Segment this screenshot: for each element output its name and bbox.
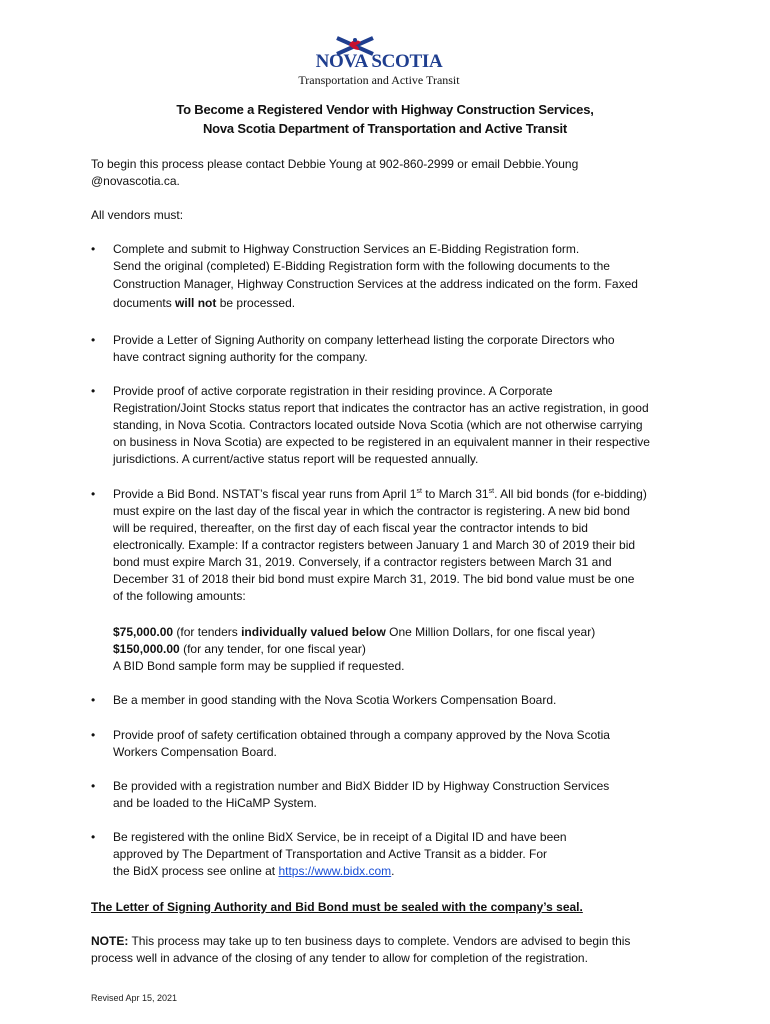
bullet-icon: • xyxy=(91,779,96,793)
item-line: and be loaded to the HiCaMP System. xyxy=(113,796,317,810)
bullet-icon: • xyxy=(91,333,96,347)
revision-footer: Revised Apr 15, 2021 xyxy=(91,993,178,1003)
item-line: jurisdictions. A current/active status report will be requested annually. xyxy=(113,452,479,466)
all-vendors-heading: All vendors must: xyxy=(91,208,184,222)
list-item-bidx-id xyxy=(113,778,685,812)
item-line: standing, in Nova Scotia. Contractors located outside Nova Scotia (which are not otherwise carrying xyxy=(113,418,643,432)
nova-scotia-logo xyxy=(293,36,465,88)
list-item-wcb xyxy=(113,692,685,709)
contact-line-2: @novascotia.ca. xyxy=(91,174,180,188)
amount-line-2: $150,000.00 (for any tender, for one fiscal year) xyxy=(113,642,366,656)
item-line: Workers Compensation Board. xyxy=(113,745,277,759)
item-line: documents will not be processed. xyxy=(113,296,296,310)
note-line-1: NOTE: This process may take up to ten business days to complete. Vendors are advised to begin this xyxy=(91,934,631,948)
list-item-bidx-service xyxy=(113,829,685,880)
item-line: Send the original (completed) E-Bidding Registration form with the following documents to the xyxy=(113,259,610,273)
page-title xyxy=(60,100,710,138)
bullet-icon: • xyxy=(91,487,96,501)
bullet-icon: • xyxy=(91,693,96,707)
bid-bond-amounts xyxy=(113,624,685,675)
item-line: of the following amounts: xyxy=(113,589,246,603)
item-line: Be provided with a registration number and BidX Bidder ID by Highway Construction Services xyxy=(113,779,610,793)
note-label: NOTE: xyxy=(91,934,129,948)
bullet-icon: • xyxy=(91,384,96,398)
item-line: Be a member in good standing with the Nova Scotia Workers Compensation Board. xyxy=(113,693,557,707)
item-line: Construction Manager, Highway Construction Services at the address indicated on the form. Faxed xyxy=(113,277,638,291)
item-line: Registration/Joint Stocks status report that indicates the contractor has an active registration, in good xyxy=(113,401,649,415)
bullet-icon: • xyxy=(91,830,96,844)
sample-form-note: A BID Bond sample form may be supplied if requested. xyxy=(113,659,405,673)
title-line-1: To Become a Registered Vendor with Highway Construction Services, xyxy=(176,102,594,117)
item-line: electronically. Example: If a contractor registers between January 1 and March 30 of 2019 their bid xyxy=(113,538,636,552)
item-line: Provide a Bid Bond. NSTAT’s fiscal year runs from April 1st to March 31st. All bid bonds (for e-bidding) xyxy=(113,487,647,501)
list-item-safety xyxy=(113,727,685,761)
list-item-signing-authority xyxy=(113,332,685,366)
item-line: Provide proof of active corporate registration in their residing province. A Corporate xyxy=(113,384,553,398)
list-item-bid-bond xyxy=(113,486,685,605)
amount-150000: $150,000.00 xyxy=(113,642,180,656)
note-line-2: process well in advance of the closing of any tender to allow for completion of the registration. xyxy=(91,951,588,965)
bullet-icon: • xyxy=(91,242,96,256)
contact-paragraph xyxy=(91,156,691,190)
contact-line-1: To begin this process please contact Debbie Young at 902-860-2999 or email Debbie.Young xyxy=(91,157,579,171)
amount-line-1: $75,000.00 (for tenders individually valued below One Million Dollars, for one fiscal year) xyxy=(113,625,596,639)
item-line: approved by The Department of Transportation and Active Transit as a bidder. For xyxy=(113,847,548,861)
logo-wordmark: NOVA SCOTIA xyxy=(315,51,443,72)
bidx-link[interactable]: https://www.bidx.com xyxy=(278,864,392,878)
item-line: Provide a Letter of Signing Authority on company letterhead listing the corporate Directors who xyxy=(113,333,615,347)
item-line: Provide proof of safety certification obtained through a company approved by the Nova Scotia xyxy=(113,728,610,742)
title-line-2: Nova Scotia Department of Transportation and Active Transit xyxy=(202,121,568,136)
logo-subtitle: Transportation and Active Transit xyxy=(298,73,460,87)
item-line: will be required, thereafter, on the first day of each fiscal year the contractor intends to bid xyxy=(113,521,588,535)
list-item-ebidding xyxy=(113,241,685,313)
item-line: Complete and submit to Highway Construction Services an E-Bidding Registration form. xyxy=(113,242,580,256)
item-line: Be registered with the online BidX Service, be in receipt of a Digital ID and have been xyxy=(113,830,567,844)
item-line: have contract signing authority for the company. xyxy=(113,350,368,364)
seal-notice: The Letter of Signing Authority and Bid Bond must be sealed with the company’s seal. xyxy=(91,900,583,914)
emphasis-will-not: will not xyxy=(175,296,217,310)
item-line: on business in Nova Scotia) are expected to be registered in an equivalent manner in their respective xyxy=(113,435,650,449)
note-paragraph xyxy=(91,933,691,967)
list-item-corporate-registration xyxy=(113,383,685,468)
item-line: bond must expire March 31, 2019. Conversely, if a contractor registers between March 31 and xyxy=(113,555,612,569)
bullet-icon: • xyxy=(91,728,96,742)
item-line: the BidX process see online at https://www.bidx.com. xyxy=(113,864,395,878)
item-line: must expire on the last day of the fiscal year in which the contractor is registering. A new bid bond xyxy=(113,504,630,518)
item-line: December 31 of 2018 their bid bond must expire March 31, 2019. The bid bond value must be one xyxy=(113,572,635,586)
amount-75000: $75,000.00 xyxy=(113,625,174,639)
